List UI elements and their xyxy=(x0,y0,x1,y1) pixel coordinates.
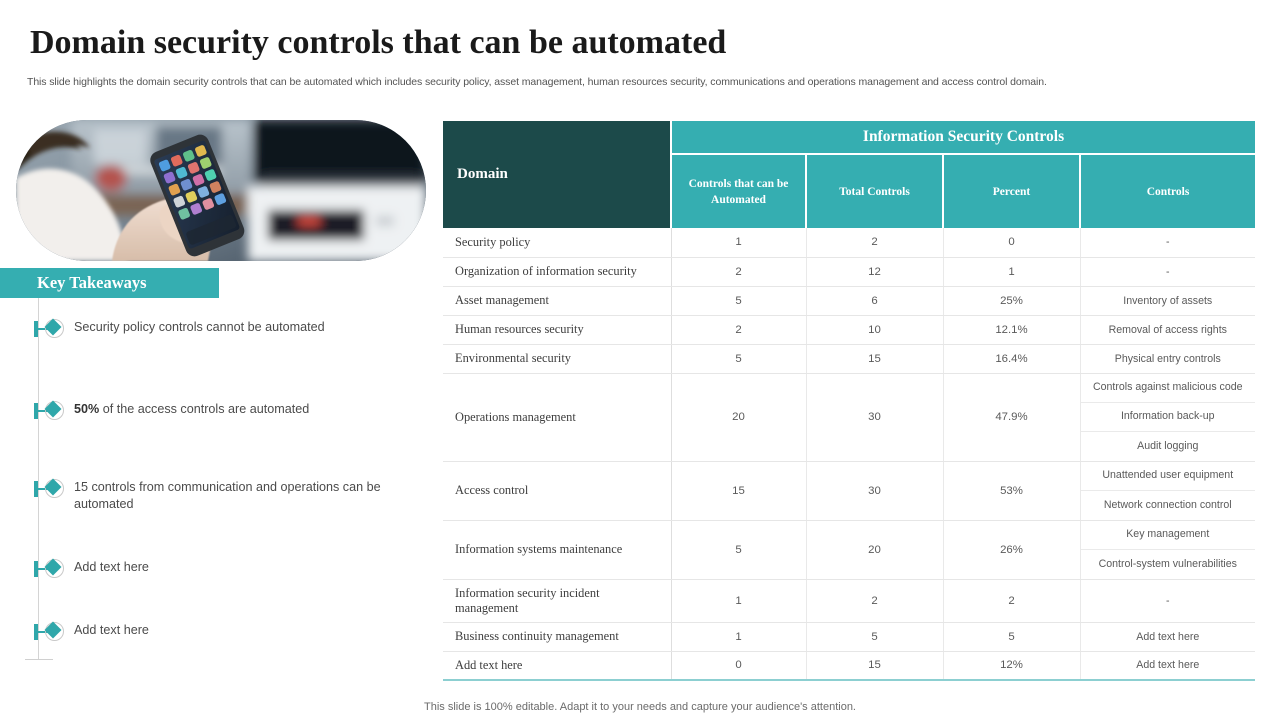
control-subcell: Removal of access rights xyxy=(1108,323,1227,336)
cell-controls xyxy=(1080,520,1255,579)
takeaway-marker-icon xyxy=(34,400,74,422)
header-percent: Percent xyxy=(943,154,1080,228)
cell-controls-automated: 5 xyxy=(671,344,806,373)
control-subcell: Physical entry controls xyxy=(1114,352,1221,365)
cell-controls xyxy=(1080,579,1255,622)
takeaway-marker-icon xyxy=(34,621,74,643)
key-takeaways-band xyxy=(0,268,219,298)
cell-total-controls: 5 xyxy=(806,622,943,651)
cell-percent: 26% xyxy=(943,520,1080,579)
table-row xyxy=(443,520,1255,579)
cell-total-controls: 10 xyxy=(806,315,943,344)
takeaway-text: Add text here xyxy=(74,560,149,574)
control-subcell: - xyxy=(1166,265,1170,278)
cell-controls xyxy=(1080,461,1255,520)
control-subcell: Key management xyxy=(1081,521,1256,550)
timeline-end-cap xyxy=(25,659,53,660)
cell-percent: 16.4% xyxy=(943,344,1080,373)
table-row xyxy=(443,461,1255,520)
cell-domain: Information security incident management xyxy=(443,579,671,622)
header-controls: Controls xyxy=(1080,154,1255,228)
cell-percent: 12.1% xyxy=(943,315,1080,344)
cell-controls xyxy=(1080,373,1255,461)
cell-percent: 1 xyxy=(943,257,1080,286)
cell-percent: 47.9% xyxy=(943,373,1080,461)
cell-controls-automated: 20 xyxy=(671,373,806,461)
control-subcell: Network connection control xyxy=(1103,498,1232,511)
control-subcell: Unattended user equipment xyxy=(1081,462,1256,491)
takeaway-text: Add text here xyxy=(74,623,149,637)
control-subcell: Inventory of assets xyxy=(1123,294,1213,307)
takeaway-item[interactable] xyxy=(0,400,309,422)
table-head xyxy=(443,121,1255,228)
takeaway-marker-icon xyxy=(34,478,74,500)
takeaway-marker-icon xyxy=(34,318,74,340)
cell-total-controls: 15 xyxy=(806,344,943,373)
takeaway-item[interactable] xyxy=(0,478,404,513)
cell-controls xyxy=(1080,257,1255,286)
header-controls-automated: Controls that can be Automated xyxy=(671,154,806,228)
cell-total-controls: 6 xyxy=(806,286,943,315)
header-domain: Domain xyxy=(443,121,671,228)
cell-total-controls: 2 xyxy=(806,579,943,622)
control-subcell: Control-system vulnerabilities xyxy=(1098,557,1237,570)
takeaway-item[interactable] xyxy=(0,318,325,340)
table-row xyxy=(443,257,1255,286)
cell-domain: Security policy xyxy=(443,228,671,257)
table-row xyxy=(443,651,1255,680)
takeaway-item[interactable] xyxy=(0,558,149,580)
cell-controls xyxy=(1080,622,1255,651)
header-information-security-controls: Information Security Controls xyxy=(671,121,1255,154)
page-subtitle: This slide highlights the domain security controls that can be automated which includes security policy, asset management, human resources security, communications and operations management and access control domain. xyxy=(27,76,1047,88)
cell-controls-automated: 1 xyxy=(671,579,806,622)
control-subcell: - xyxy=(1166,236,1170,249)
cell-controls xyxy=(1080,228,1255,257)
control-subcell: Information back-up xyxy=(1081,403,1256,432)
photo-illustration xyxy=(16,120,426,261)
cell-total-controls: 12 xyxy=(806,257,943,286)
cell-controls-automated: 2 xyxy=(671,257,806,286)
cell-controls-automated: 5 xyxy=(671,286,806,315)
cell-percent: 0 xyxy=(943,228,1080,257)
cell-controls-automated: 15 xyxy=(671,461,806,520)
control-subcell: Add text here xyxy=(1136,630,1200,643)
table-row xyxy=(443,228,1255,257)
hero-photo xyxy=(16,120,426,261)
cell-percent: 25% xyxy=(943,286,1080,315)
table-row xyxy=(443,286,1255,315)
cell-percent: 12% xyxy=(943,651,1080,680)
table-row xyxy=(443,344,1255,373)
cell-domain: Access control xyxy=(443,461,671,520)
table-row xyxy=(443,315,1255,344)
footer-note: This slide is 100% editable. Adapt it to your needs and capture your audience's attention. xyxy=(424,701,856,713)
cell-controls-automated: 1 xyxy=(671,228,806,257)
cell-total-controls: 30 xyxy=(806,461,943,520)
table-body xyxy=(443,228,1255,680)
cell-domain: Asset management xyxy=(443,286,671,315)
takeaway-text: 50% of the access controls are automated xyxy=(74,402,310,416)
cell-domain: Organization of information security xyxy=(443,257,671,286)
control-subcell: Add text here xyxy=(1136,659,1200,672)
cell-domain: Information systems maintenance xyxy=(443,520,671,579)
cell-controls-automated: 2 xyxy=(671,315,806,344)
cell-controls-automated: 5 xyxy=(671,520,806,579)
cell-domain: Add text here xyxy=(443,651,671,680)
cell-total-controls: 20 xyxy=(806,520,943,579)
cell-controls xyxy=(1080,315,1255,344)
cell-controls xyxy=(1080,344,1255,373)
cell-total-controls: 15 xyxy=(806,651,943,680)
control-subcell: Audit logging xyxy=(1137,439,1199,452)
cell-controls xyxy=(1080,286,1255,315)
cell-percent: 53% xyxy=(943,461,1080,520)
page-title: Domain security controls that can be automated xyxy=(30,24,727,61)
cell-percent: 5 xyxy=(943,622,1080,651)
control-subcell: - xyxy=(1166,594,1170,607)
takeaway-text: Security policy controls cannot be automated xyxy=(74,320,325,334)
takeaway-text: 15 controls from communication and operations can be automated xyxy=(74,480,381,511)
cell-domain: Environmental security xyxy=(443,344,671,373)
takeaway-marker-icon xyxy=(34,558,74,580)
table-row xyxy=(443,622,1255,651)
cell-total-controls: 30 xyxy=(806,373,943,461)
cell-controls-automated: 1 xyxy=(671,622,806,651)
table-row xyxy=(443,579,1255,622)
key-takeaways-label: Key Takeaways xyxy=(37,273,147,292)
cell-controls-automated: 0 xyxy=(671,651,806,680)
cell-domain: Operations management xyxy=(443,373,671,461)
takeaway-item[interactable] xyxy=(0,621,149,643)
cell-domain: Human resources security xyxy=(443,315,671,344)
control-subcell: Controls against malicious code xyxy=(1081,374,1256,403)
table-row xyxy=(443,373,1255,461)
cell-controls xyxy=(1080,651,1255,680)
cell-total-controls: 2 xyxy=(806,228,943,257)
security-controls-table xyxy=(443,121,1255,681)
table-header-row-1 xyxy=(443,121,1255,154)
cell-percent: 2 xyxy=(943,579,1080,622)
header-total-controls: Total Controls xyxy=(806,154,943,228)
cell-domain: Business continuity management xyxy=(443,622,671,651)
